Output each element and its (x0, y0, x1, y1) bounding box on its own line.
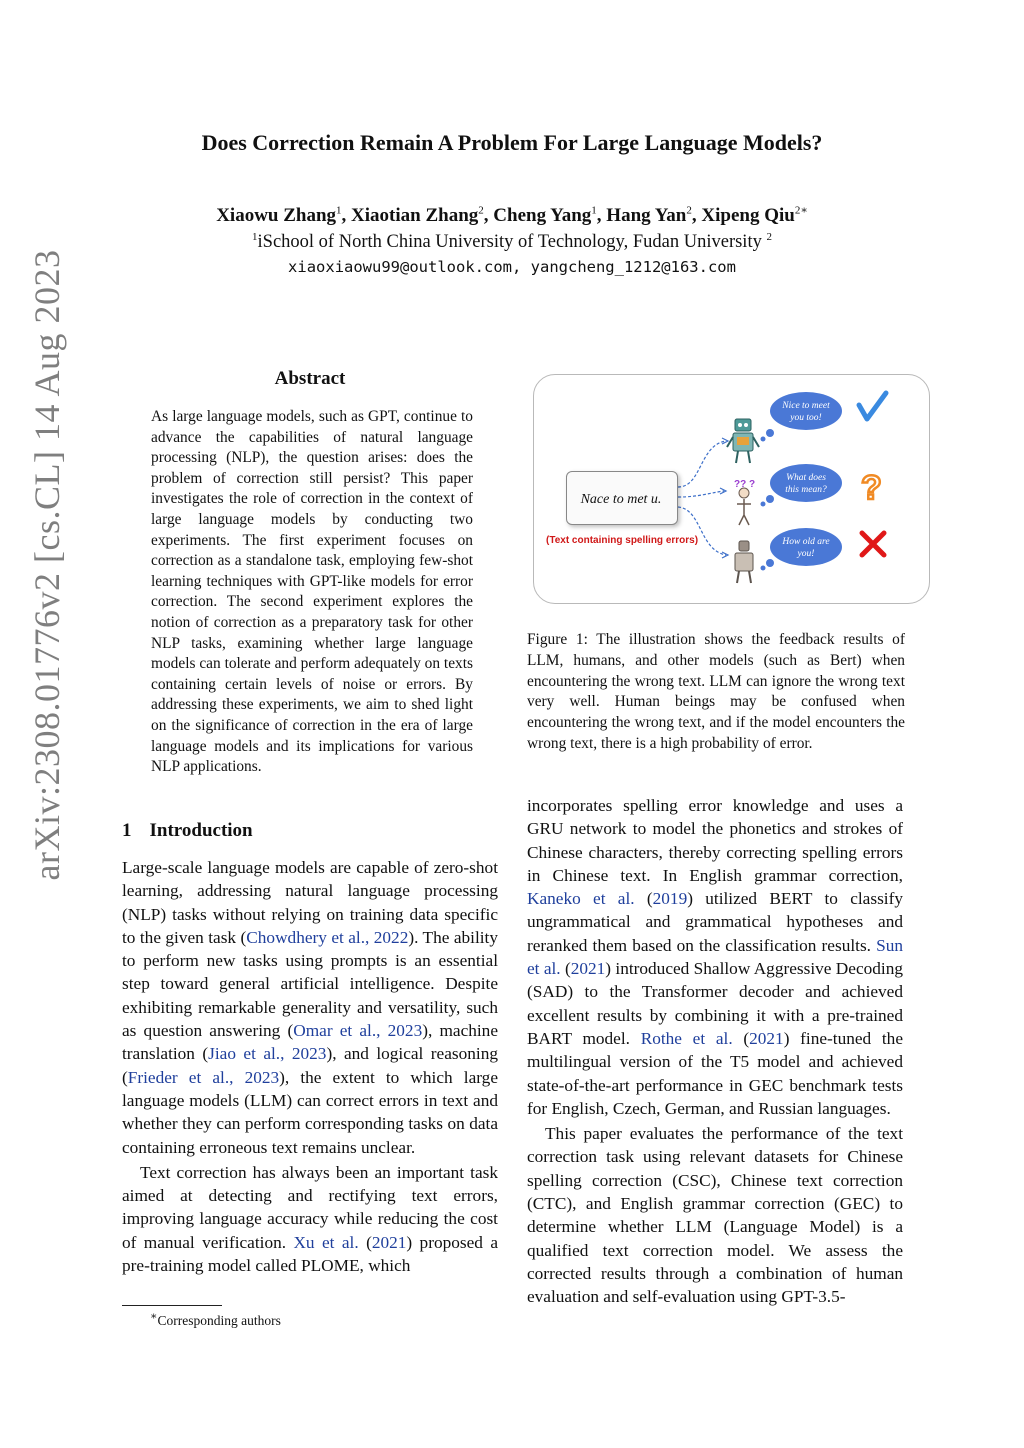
input-text: Nace to met u. (580, 492, 662, 507)
citation-link[interactable]: Jiao et al., 2023 (208, 1044, 327, 1064)
svg-text:you too!: you too! (790, 413, 822, 423)
affiliation-text: iSchool of North China University of Technology, Fudan University (257, 232, 767, 252)
citation-link[interactable]: Rothe et al. (640, 1028, 733, 1048)
citation-link[interactable]: Chowdhery et al., 2022 (246, 927, 409, 947)
author-name: Cheng Yang (493, 205, 592, 226)
intro-paragraph: Large-scale language models are capable of zero-shot learning, addressing natural language processing (NLP) tasks without relying on training data specific to the given task (Chowdhery et al., 2022). The ability to perform new tasks using prompts is an essential step toward general artificial intelligence. Despite exhibiting remarkable generality and versatility, such as question answering (Omar et al., 2023), machine translation (Jiao et al., 2023), and logical reasoning (Frieder et al., 2023), the extent to which large language models (LLM) can correct errors in text and whether they can perform corresponding tasks on data containing erroneous text remains unclear. (122, 858, 498, 1157)
arrow-to-llm (678, 441, 726, 487)
author-name: Hang Yan (606, 205, 687, 226)
citation-link[interactable]: Sun et al. (527, 935, 903, 979)
footnote (150, 1310, 281, 1329)
citation-link[interactable]: 2021 (570, 959, 606, 979)
citation-link[interactable]: 2021 (749, 1028, 784, 1048)
abstract-body: As large language models, such as GPT, continue to advance the capabilities of natural language processing (NLP), the question arises: does the problem of correction still persist? This paper investigates the role of correction in the context of large language models by conducting two experiments. The first experiment focuses on correction as a standalone task, employing few-shot learning techniques with GPT-like models for error correction. The second experiment explores the notion of correction as a preparatory task for other NLP tasks, examining whether large language models can tolerate and perform adequately on texts containing certain levels of noise or errors. By addressing these experiments, we aim to shed light on the significance of correction in the era of large language models and its implications for various NLP applications. (151, 408, 473, 776)
body-paragraph: This paper evaluates the performance of the text correction task using relevant datasets for Chinese spelling correction (CSC), Chinese text correction (CTC), and English grammar correction (GEC) to determine whether LLM (Language Model) is a qualified text correction model. We assess the corrected results through a combination of human evaluation and self-evaluation using GPT-3.5- (527, 1124, 903, 1307)
author-emails[interactable]: xiaoxiaowu99@outlook.com, yangcheng_1212@163.com (288, 258, 736, 276)
svg-text:you!: you! (797, 549, 815, 559)
arrow-to-human (678, 491, 724, 497)
arxiv-identifier: arXiv:2308.01776v2 [cs.CL] 14 Aug 2023 (27, 249, 67, 881)
speech-bubble-2 (761, 464, 843, 507)
citation-link[interactable]: Omar et al., 2023 (293, 1021, 423, 1041)
paper-title: Does Correction Remain A Problem For Large Language Models? (201, 130, 823, 155)
speech-bubble-3 (761, 528, 843, 571)
intro-left-column (122, 856, 498, 1277)
question-mark-icon: ? (861, 469, 882, 507)
speech-bubble-1 (761, 392, 843, 442)
author-mark: 1 (591, 204, 597, 217)
figure-caption: Figure 1: The illustration shows the feedback results of LLM, humans, and other models (such as Bert) when encountering the wrong text. LLM can ignore the wrong text very well. Human beings may be confused when encountering the wrong text, and if the model encounters the wrong text, there is a high probability of error. (527, 631, 905, 752)
body-paragraph: incorporates spelling error knowledge and uses a GRU network to model the phonetics and strokes of Chinese characters, thereby correcting spelling errors in Chinese text. In English grammar correction, Kaneko et al. (2019) utilized BERT to classify ungrammatical and grammatical hypotheses and reranked them based on the classification results. Sun et al. (2021) introduced Shallow Aggressive Decoding (SAD) to the Transformer decoder and achieved excellent results by combining it with a pre-trained BART model. Rothe et al. (2021) fine-tuned the multilingual version of the T5 model and achieved state-of-the-art performance in GEC benchmark tests for English, Czech, German, and Russian languages. (527, 796, 903, 1118)
author-list: Xiaowu Zhang$^1$, Xiaotian Zhang$^2$, Cheng Yang$^1$, Hang Yan$^2$, Xipeng Qiu$^{2∗}$ (216, 204, 808, 226)
author-mark: 1 (336, 204, 342, 217)
svg-text:this mean?: this mean? (785, 485, 827, 495)
citation-link[interactable]: Kaneko et al. (527, 889, 635, 909)
section-number: 1 (122, 820, 132, 841)
footnote-text: Corresponding authors (157, 1313, 281, 1328)
author-mark: 2 (478, 204, 484, 217)
person-icon (734, 479, 755, 525)
figure-1 (533, 374, 930, 604)
affiliation-mark: 2 (766, 230, 772, 243)
question-marks: ?? ? (734, 479, 756, 490)
section-title: Introduction (149, 820, 253, 841)
citation-link[interactable]: Frieder et al., 2023 (127, 1067, 280, 1087)
author-mark: 2∗ (794, 204, 808, 217)
abstract-heading: Abstract (274, 368, 346, 389)
error-label: (Text containing spelling errors) (546, 535, 699, 546)
cross-icon (862, 533, 884, 555)
author-name: Xiaotian Zhang (351, 205, 479, 226)
model-figure-icon (735, 541, 753, 583)
checkmark-icon (859, 393, 886, 419)
author-name: Xipeng Qiu (701, 205, 795, 226)
footnote-mark: ∗ (150, 1310, 158, 1323)
author-name: Xiaowu Zhang (216, 205, 337, 226)
author-mark: 2 (686, 204, 692, 217)
svg-text:Nice to meet: Nice to meet (782, 401, 830, 411)
arrow-to-model (678, 507, 726, 555)
footnote-rule (122, 1305, 222, 1306)
intro-paragraph: Text correction has always been an important task aimed at detecting and rectifying text errors, improving language accuracy while reducing the cost of manual verification. Xu et al. (2021) proposed a pre-training model called PLOME, which (122, 1162, 498, 1276)
intro-right-column (527, 794, 903, 1309)
citation-link[interactable]: Xu et al. (293, 1232, 359, 1252)
affiliation (0, 232, 1024, 253)
section-heading (122, 820, 253, 842)
svg-text:What does: What does (786, 473, 826, 483)
affiliation-mark: 1 (252, 230, 258, 243)
robot-icon (727, 419, 759, 463)
svg-text:How old are: How old are (782, 537, 830, 547)
citation-link[interactable]: 2021 (371, 1232, 407, 1252)
citation-link[interactable]: 2019 (652, 889, 688, 909)
